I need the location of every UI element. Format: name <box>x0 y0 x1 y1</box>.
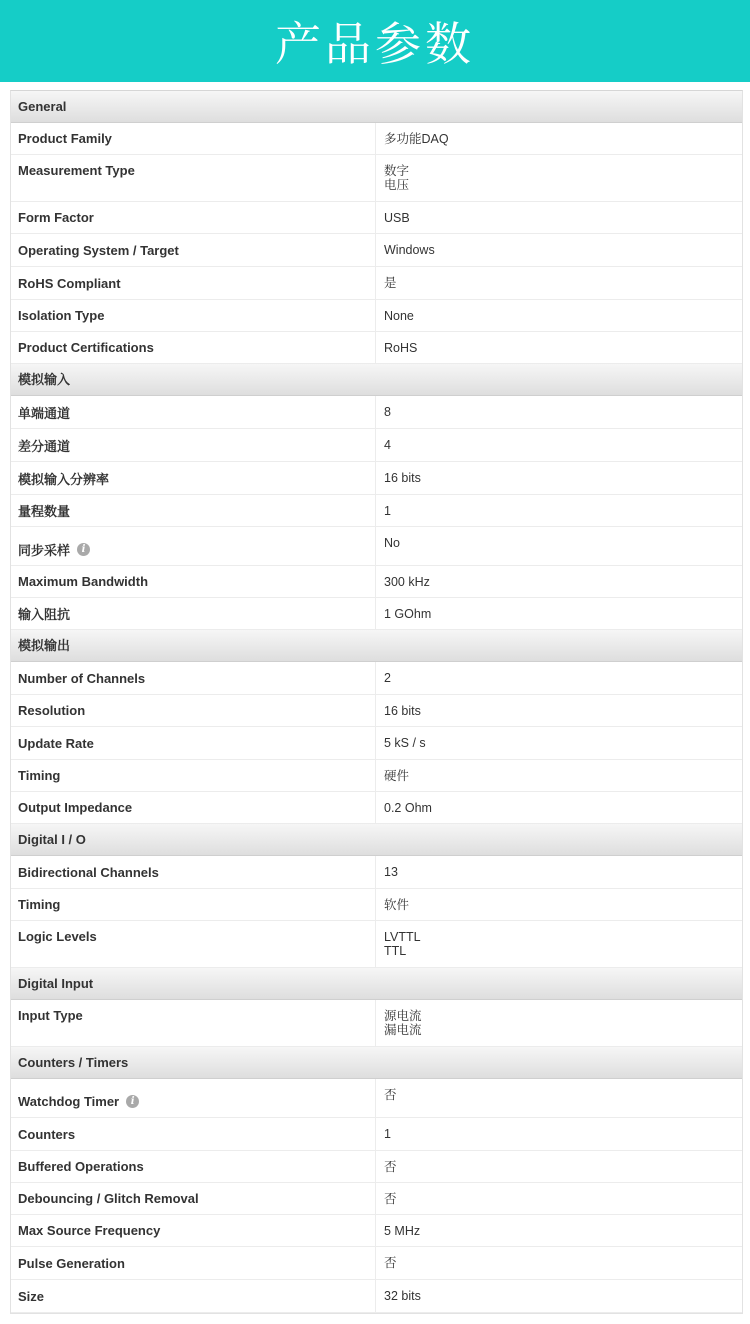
table-row <box>11 332 742 364</box>
row-label: Product Family <box>11 123 376 154</box>
row-label: Timing <box>11 889 376 920</box>
row-value: 5 MHz <box>384 1223 421 1238</box>
row-label: Maximum Bandwidth <box>11 566 376 597</box>
table-row <box>11 1247 742 1280</box>
row-label: Operating System / Target <box>11 234 376 266</box>
row-label: Isolation Type <box>11 300 376 331</box>
row-value <box>376 921 742 967</box>
section-header-analog-input: 模拟输入 <box>11 364 742 396</box>
row-label <box>11 1079 376 1117</box>
table-row <box>11 1151 742 1183</box>
row-value-line: 数字 <box>384 164 410 178</box>
row-value: 硬件 <box>384 768 410 783</box>
row-label: 差分通道 <box>11 429 376 461</box>
row-value: 8 <box>384 405 391 419</box>
row-value: 软件 <box>384 897 410 912</box>
row-value: 1 <box>384 1127 391 1141</box>
row-label: Counters <box>11 1118 376 1150</box>
section-header-digital-io: Digital I / O <box>11 824 742 856</box>
row-value: 32 bits <box>384 1289 421 1303</box>
row-value: Windows <box>384 243 435 257</box>
row-label: Measurement Type <box>11 155 376 201</box>
row-value-line: TTL <box>384 944 407 958</box>
row-value: 16 bits <box>384 703 421 718</box>
row-value <box>376 1000 742 1046</box>
row-value: No <box>384 536 400 550</box>
row-value: 2 <box>384 671 391 685</box>
row-value: 5 kS / s <box>384 736 426 750</box>
row-label-text: 同步采样 <box>18 542 71 558</box>
row-value-line: LVTTL <box>384 930 421 944</box>
row-label: RoHS Compliant <box>11 267 376 299</box>
table-row <box>11 1079 742 1118</box>
table-row <box>11 727 742 760</box>
row-label: Size <box>11 1280 376 1312</box>
row-value: 否 <box>384 1256 397 1270</box>
row-label: Number of Channels <box>11 662 376 694</box>
spec-table <box>10 90 743 1314</box>
row-label-text: Watchdog Timer <box>18 1093 120 1109</box>
table-row <box>11 662 742 695</box>
row-label: Product Certifications <box>11 332 376 363</box>
row-value: 1 <box>384 503 391 518</box>
section-header-analog-output: 模拟输出 <box>11 630 742 662</box>
row-value: 16 bits <box>384 471 421 485</box>
row-value: 否 <box>384 1191 397 1206</box>
table-row <box>11 267 742 300</box>
info-icon[interactable]: i <box>77 543 90 556</box>
table-row <box>11 527 742 566</box>
table-row <box>11 1118 742 1151</box>
row-value: USB <box>384 210 410 225</box>
table-row <box>11 598 742 630</box>
row-value: 否 <box>384 1088 397 1102</box>
section-header-digital-input: Digital Input <box>11 968 742 1000</box>
row-label <box>11 527 376 565</box>
row-label: Bidirectional Channels <box>11 856 376 888</box>
table-row <box>11 792 742 824</box>
row-label: Buffered Operations <box>11 1151 376 1182</box>
table-row <box>11 429 742 462</box>
row-label: Debouncing / Glitch Removal <box>11 1183 376 1214</box>
table-row <box>11 760 742 792</box>
table-row <box>11 234 742 267</box>
table-row <box>11 1215 742 1247</box>
banner <box>0 0 750 82</box>
row-value-line: 源电流 <box>384 1009 422 1023</box>
row-value: 13 <box>384 865 398 879</box>
table-row <box>11 396 742 429</box>
row-value: RoHS <box>384 340 418 355</box>
row-label: Resolution <box>11 695 376 726</box>
table-row <box>11 1280 742 1313</box>
row-label: Output Impedance <box>11 792 376 823</box>
row-label: Logic Levels <box>11 921 376 967</box>
row-value <box>376 155 742 201</box>
table-row <box>11 566 742 598</box>
table-row <box>11 1000 742 1047</box>
row-value: 300 kHz <box>384 574 430 589</box>
row-value: 0.2 Ohm <box>384 800 432 815</box>
row-label: Timing <box>11 760 376 791</box>
page-title: 产品参数 <box>275 17 475 71</box>
row-label: 输入阻抗 <box>11 598 376 629</box>
table-row <box>11 202 742 234</box>
table-row <box>11 889 742 921</box>
row-value: 否 <box>384 1159 397 1174</box>
table-row <box>11 921 742 968</box>
table-row <box>11 300 742 332</box>
row-label: Form Factor <box>11 202 376 233</box>
row-label: Pulse Generation <box>11 1247 376 1279</box>
row-label: 量程数量 <box>11 495 376 526</box>
section-header-counters: Counters / Timers <box>11 1047 742 1079</box>
row-value-line: 漏电流 <box>384 1023 422 1037</box>
row-value: 多功能DAQ <box>384 131 449 146</box>
table-row <box>11 1183 742 1215</box>
table-row <box>11 495 742 527</box>
table-row <box>11 856 742 889</box>
info-icon[interactable]: i <box>126 1095 139 1108</box>
row-label: Input Type <box>11 1000 376 1046</box>
row-value: 1 GOhm <box>384 606 432 621</box>
row-value-line: 电压 <box>384 178 410 192</box>
section-header-general: General <box>11 91 742 123</box>
row-label: 模拟输入分辨率 <box>11 462 376 494</box>
row-value: 是 <box>384 276 397 290</box>
table-row <box>11 155 742 202</box>
row-value: 4 <box>384 438 391 452</box>
table-row <box>11 695 742 727</box>
table-row <box>11 462 742 495</box>
row-value: None <box>384 308 414 323</box>
row-label: Max Source Frequency <box>11 1215 376 1246</box>
row-label: 单端通道 <box>11 396 376 428</box>
table-row <box>11 123 742 155</box>
row-label: Update Rate <box>11 727 376 759</box>
